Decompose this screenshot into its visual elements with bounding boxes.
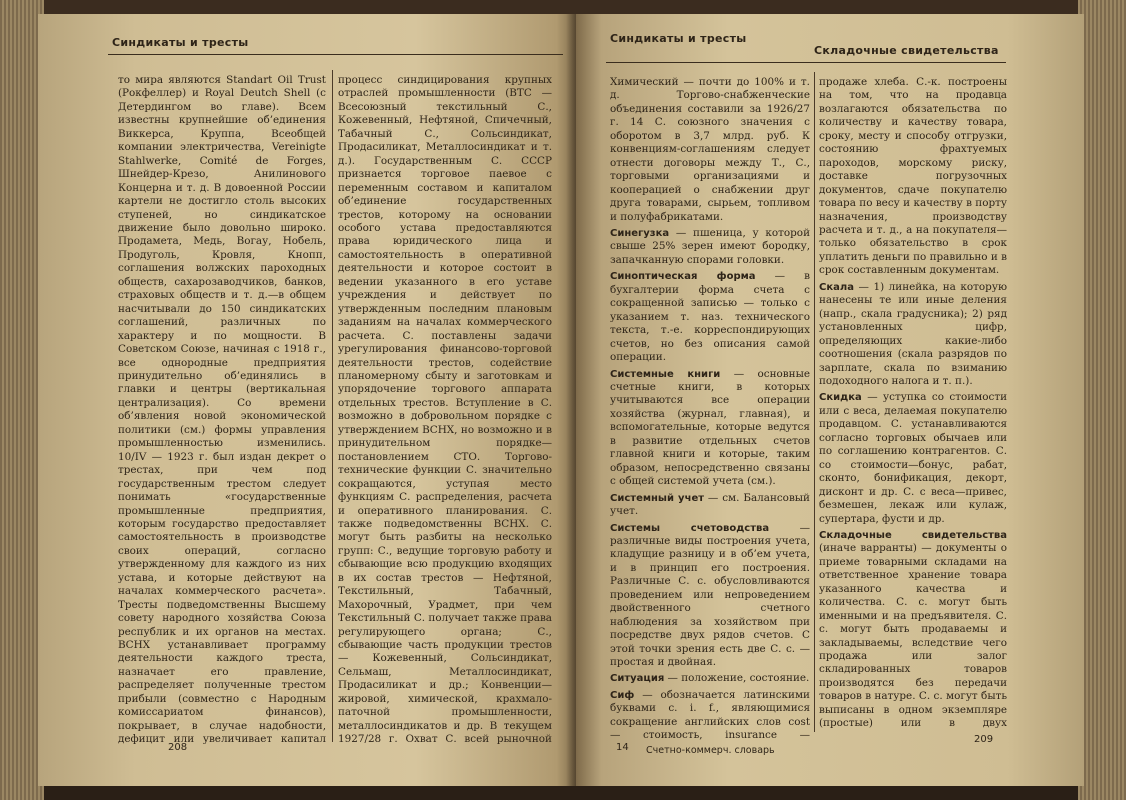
- right-footer-number: 14: [616, 742, 629, 753]
- entry-term: Системные книги: [610, 368, 721, 380]
- entry-term: Складочные свидетельства: [819, 529, 1007, 541]
- dictionary-entry: [610, 672, 810, 685]
- left-running-head: Синдикаты и тресты: [112, 36, 249, 49]
- dictionary-entry: [819, 281, 1007, 389]
- dictionary-entry: [610, 270, 810, 364]
- entry-text: — положение, состояние.: [664, 672, 810, 685]
- entry-term: Сиф: [610, 689, 635, 701]
- left-page: [38, 14, 578, 786]
- column-paragraph: процесс синдицирования крупных отраслей промышленности (ВТС — Всесоюзный текстильный С., Кожевенный, Нефтяной, Спичечный, Табачный С., Сольсиндикат, Продасиликат, Металлосиндикат и т. д.). Государственным С. СССР признается торговое паевое с переменным составом и капиталом об’единение государственных трестов, которому на основании особого устава предоставляются права юридического лица и самостоятельность в оперативной деятельности и которое состоит в ведении указанного в его уставе учреждения и действует по утвержденным последним плановым заданиям на началах коммерческого расчета. С. поставлены задачи урегулирования финансово-торговой деятельности трестов, содействие планомерному сбыту и заготовкам и упорядочение торгового аппарата отдельных трестов. Вступление в С. возможно в добровольном порядке с утверждением ВСНХ, но возможно и в принудительном порядке—постановлением СТО. Торгово-технические функции С. значительно сокращаются, уступая место функциям С. распределения, расчета и оперативного планирования. С. также подведомственны ВСНХ. С. могут быть разбиты на несколько групп: С., ведущие торговую работу и сбывающие всю продукцию входящих в их состав трестов — Нефтяной, Текстильный, Табачный, Махорочный, Урадмет, при чем Текстильный С. получает также права регулирующего органа; С., сбывающие часть продукции трестов — Кожевенный, Сольсиндикат, Сельмаш, Металлосиндикат, Продасиликат и др.; Конвенции—жировой, химической, крахмало-паточной промышленности, металлосиндикатов и др. В текущем 1927/28 г. Охват С. всей рыночной: [338, 74, 552, 744]
- entry-text: — 1) линейка, на которую нанесены те или иные деления (напр., скала градусника); 2) ряд установленных цифр, определяющих какие-либо соотношения (скала разрядов по зарплате, скала по взиманию подоходного налога и т. п.).: [819, 280, 1007, 387]
- left-header-rule: [108, 54, 563, 55]
- entry-continuation: [610, 76, 810, 224]
- entry-text: — различные виды построения учета, кладущие разницу и в об’ем учета, и в принцип его построения. Различные С. с. обусловливаются проведением или непроведением двойственного счетного наблюдения за хозяйством при посредстве двух рядов счетов. С этой точки зрения есть две С. с. — простая и двойная.: [610, 521, 810, 669]
- right-column-2: [819, 76, 1007, 732]
- entry-text: — основные счетные книги, в которых учитываются все операции хозяйства (журнал, главная), и вспомогательные, которые ведутся в развитие отдельных счетов главной книги и которые, таким образом, непосредственно связаны с общей системой учета (см.).: [610, 367, 810, 488]
- right-column-divider: [814, 72, 815, 732]
- entry-text: — в бухгалтерии форма счета с сокращенной записью — только с указанием т. наз. технического текста, т.-е. корреспондирующих счетов, но без описания самой операции.: [610, 270, 810, 364]
- right-page-number: 209: [974, 734, 994, 745]
- entry-text: продаже хлеба. С.-к. построены на том, что на продавца возлагаются обязательства по количеству и качеству товара, сроку, месту и способу отгрузки, состоянию фрахтуемых пароходов, морскому риску, доставке погрузочных документов, сдаче покупателю товара по весу и качеству в порту назначения, производству расчета и т. д., а на покупателя— только обязательство в срок уплатить деньги по правильно и в срок составленным документам.: [819, 76, 1007, 277]
- entry-text: Химический — почти до 100% и т. д. Торгово-снабженческие объединения составили за 1926/27 г. 14 С. союзного значения с оборотом в 3,7 млрд. руб. К конвенциям-соглашениям следует отнести договоры между Т., С., торговыми организациями и кооперацией о снабжении друг друга товарами, сырьем, топливом и полуфабрикатами.: [610, 76, 810, 223]
- dictionary-entry: [610, 492, 810, 519]
- column-paragraph: то мира являются Standart Oil Trust (Рокфеллер) и Royal Deutch Shell (с Детердингом во главе). Всем известны крупнейшие об’единения Виккерса, Круппа, Всеобщей компании электричества, Vereinigte Stahlwerke, Comité de Forges, Шнейдер-Крезо, Анилинового Концерна и т. д. В довоенной России картели не достигло столь высоких ступеней, но синдикатское движение было довольно широко. Продамета, Медь, Вогау, Нобель, Продуголь, Кровля, Кнопп, соглашения волжских пароходных обществ, сахарозаводчиков, банков, страховых обществ и т. д.—в общем насчитывали до 150 синдикатских соглашений, различных по характеру и по мощности. В Советском Союзе, начиная с 1918 г., все однородные предприятия принудительно об’единялись в главки и центры (вертикальная централизация). Со времени об’явления новой экономической политики (см.) формы управления промышленностью изменились. 10/IV — 1923 г. был издан декрет о трестах, при чем под государственным трестом следует понимать «государственные промышленные предприятия, которым государство предоставляет самостоятельность в производстве своих операций, согласно утвержденному для каждого из них устава, и которые действуют на началах коммерческого расчета». Тресты подведомственны Высшему совету народного хозяйства Союза республик и их органов на местах. ВСНХ устанавливает программу деятельности каждого треста, назначает его правление, распределяет полученные трестом прибыли (совместно с Народным комиссариатом финансов), покрывает, в случае надобности, дефицит или увеличивает капитал: [118, 74, 326, 744]
- entry-term: Ситуация: [610, 673, 665, 685]
- entry-term: Системы счетоводства: [610, 522, 770, 534]
- entry-term: Скидка: [819, 392, 862, 404]
- dictionary-entry: [819, 391, 1007, 526]
- left-page-number: 208: [168, 742, 188, 753]
- entry-continuation: [819, 76, 1007, 278]
- entry-text: — обозначается латинскими буквами c. i. f., являющимися сокращение английских слов cost — стоимость, insurance —: [610, 688, 810, 742]
- entry-term: Синегузка: [610, 227, 670, 239]
- dictionary-entry: [610, 368, 810, 489]
- entry-term: Синоптическая форма: [610, 271, 756, 283]
- right-page: [576, 14, 1084, 786]
- entry-term: Системный учет: [610, 492, 705, 504]
- left-column-2: [338, 74, 552, 744]
- dictionary-entry: [610, 227, 810, 267]
- entry-text: — пшеница, у которой свыше 25% зерен имеют бородку, запачканную спорами головки.: [610, 226, 810, 266]
- dictionary-entry: [819, 529, 1007, 732]
- entry-text: — уступка со стоимости или с веса, делаемая покупателю продавцом. С. устанавливаются согласно торговых обычаев или по соглашению контрагентов. С. со стоимости—бонус, рабат, сконто, бонификация, декорт, дисконт и др. С. с веса—привес, безмешен, лекаж или кулаж, супертара, фусти и др.: [819, 391, 1007, 525]
- entry-term: Скала: [819, 281, 854, 293]
- right-running-head-left: Синдикаты и тресты: [610, 32, 747, 45]
- entry-text: (иначе варранты) — документы о приеме товарными складами на ответственное хранение товара указанного качества и количества. С. с. могут быть именными и на предъявителя. С. с. могут быть продаваемы и закладываемы, вследствие чего продажа или залог складированных товаров производятся без передачи товаров в натуре. С. с. могут быть выписаны в одном экземпляре (простые) или в двух: [819, 542, 1007, 730]
- left-column-1: [118, 74, 326, 744]
- entry-text: — см. Балансовый учет.: [610, 491, 810, 518]
- dictionary-entry: [610, 689, 810, 742]
- right-column-1: [610, 76, 810, 742]
- dictionary-entry: [610, 522, 810, 670]
- left-column-divider: [332, 70, 333, 742]
- right-header-rule: [606, 62, 1006, 63]
- right-page-edges: [1078, 0, 1126, 800]
- right-running-head-right: Складочные свидетельства: [814, 44, 999, 57]
- right-footer-label: Счетно-коммерч. словарь: [646, 745, 775, 756]
